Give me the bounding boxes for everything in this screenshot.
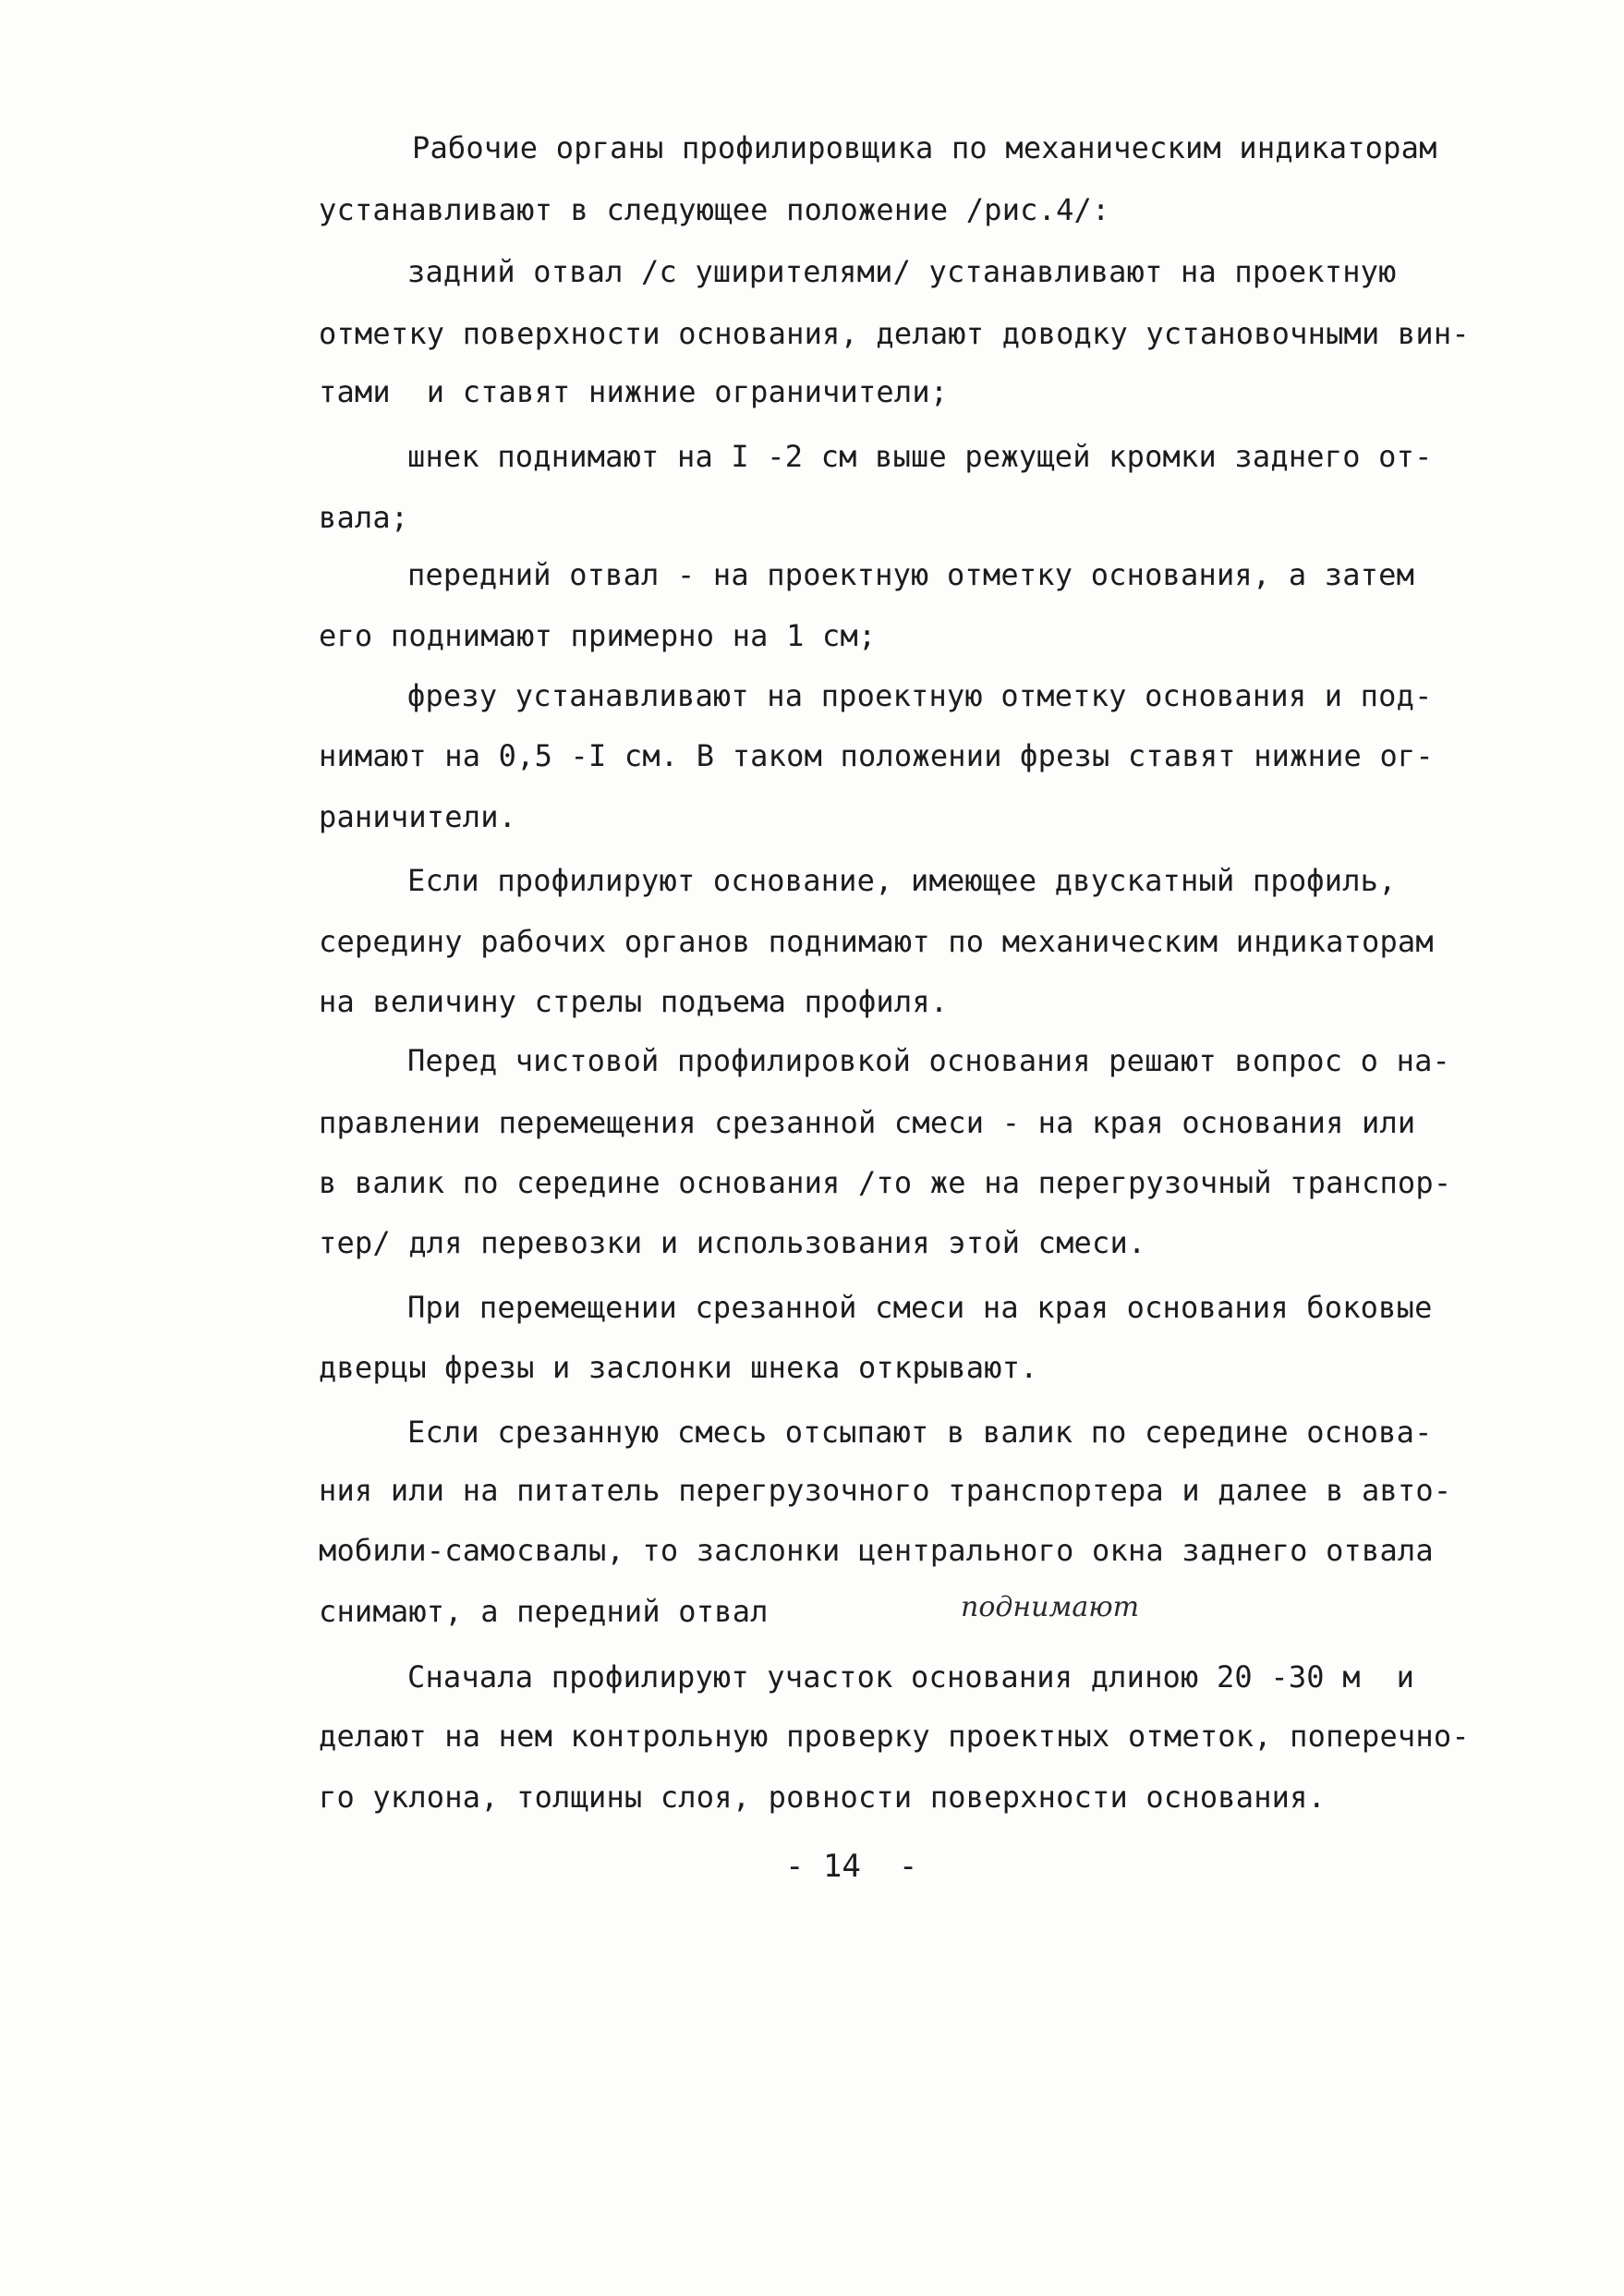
text-line: фрезу устанавливают на проектную отметку основания и под- <box>407 678 1433 713</box>
text-line: в валик по середине основания /то же на перегрузочный транспор- <box>319 1165 1452 1200</box>
text-line: мобили-самосвалы, то заслонки центрального окна заднего отвала <box>319 1533 1434 1568</box>
handwritten-note: поднимают <box>961 1591 1140 1623</box>
text-line: на величину стрелы подъема профиля. <box>319 984 949 1019</box>
text-line: правлении перемещения срезанной смеси - на края основания или <box>319 1105 1416 1140</box>
text-line: нимают на 0,5 -I см. В таком положении фрезы ставят нижние ог- <box>319 738 1434 773</box>
text-line: Если профилируют основание, имеющее двускатный профиль, <box>407 863 1397 898</box>
text-line: Рабочие органы профилировщика по механическим индикаторам <box>412 130 1437 165</box>
text-line: раничители. <box>319 799 517 834</box>
text-line: передний отвал - на проектную отметку основания, а затем <box>407 557 1415 592</box>
text-line: Если срезанную смесь отсыпают в валик по середине основа- <box>407 1415 1433 1450</box>
text-line: го уклона, толщины слоя, ровности поверхности основания. <box>319 1780 1327 1815</box>
text-line: тами и ставят нижние ограничители; <box>319 374 949 409</box>
text-line: тер/ для перевозки и использования этой смеси. <box>319 1225 1146 1260</box>
text-line: шнек поднимают на I -2 см выше режущей кромки заднего от- <box>407 439 1433 474</box>
text-line: Сначала профилируют участок основания длиною 20 -30 м и <box>407 1659 1415 1695</box>
text-line: При перемещении срезанной смеси на края основания боковые <box>407 1290 1433 1325</box>
text-line: его поднимают примерно на 1 см; <box>319 618 877 653</box>
text-line: вала; <box>319 500 409 535</box>
text-line: устанавливают в следующее положение /рис.4/: <box>319 192 1110 227</box>
text-line: Перед чистовой профилировкой основания решают вопрос о на- <box>407 1043 1451 1078</box>
text-line: снимают, а передний отвал <box>319 1594 769 1629</box>
text-line: задний отвал /с уширителями/ устанавливают на проектную <box>407 254 1397 289</box>
page-number: - 14 - <box>785 1848 918 1885</box>
text-line: дверцы фрезы и заслонки шнека открывают. <box>319 1350 1038 1385</box>
text-line: середину рабочих органов поднимают по механическим индикаторам <box>319 924 1434 959</box>
text-line: отметку поверхности основания, делают доводку установочными вин- <box>319 316 1470 351</box>
text-line: ния или на питатель перегрузочного транспортера и далее в авто- <box>319 1473 1452 1508</box>
text-line: делают на нем контрольную проверку проектных отметок, поперечно- <box>319 1719 1470 1754</box>
